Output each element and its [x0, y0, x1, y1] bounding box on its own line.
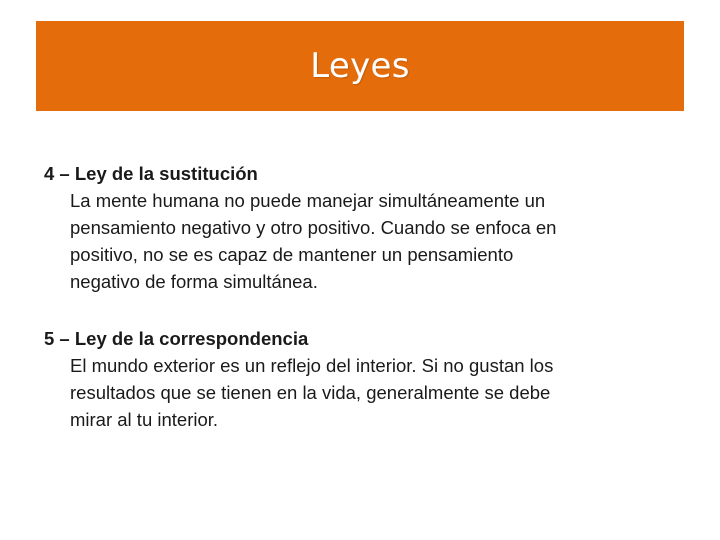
law-line: resultados que se tienen en la vida, generalmente se debe — [70, 382, 551, 403]
slide-title: Leyes — [310, 46, 410, 86]
law-5 — [44, 325, 674, 433]
law-heading: 4 – Ley de la sustitución — [44, 163, 258, 184]
law-line: El mundo exterior es un reflejo del interior. Si no gustan los — [70, 355, 554, 376]
law-line: positivo, no se es capaz de mantener un pensamiento — [70, 244, 514, 265]
law-line: pensamiento negativo y otro positivo. Cuando se enfoca en — [70, 217, 557, 238]
law-4 — [44, 160, 674, 295]
title-bar — [36, 21, 684, 111]
law-line: negativo de forma simultánea. — [70, 271, 318, 292]
law-line: mirar al tu interior. — [70, 409, 219, 430]
law-body — [70, 352, 674, 433]
law-body — [70, 187, 674, 295]
law-line: La mente humana no puede manejar simultáneamente un — [70, 190, 546, 211]
law-heading: 5 – Ley de la correspondencia — [44, 328, 309, 349]
slide-content — [44, 160, 674, 463]
